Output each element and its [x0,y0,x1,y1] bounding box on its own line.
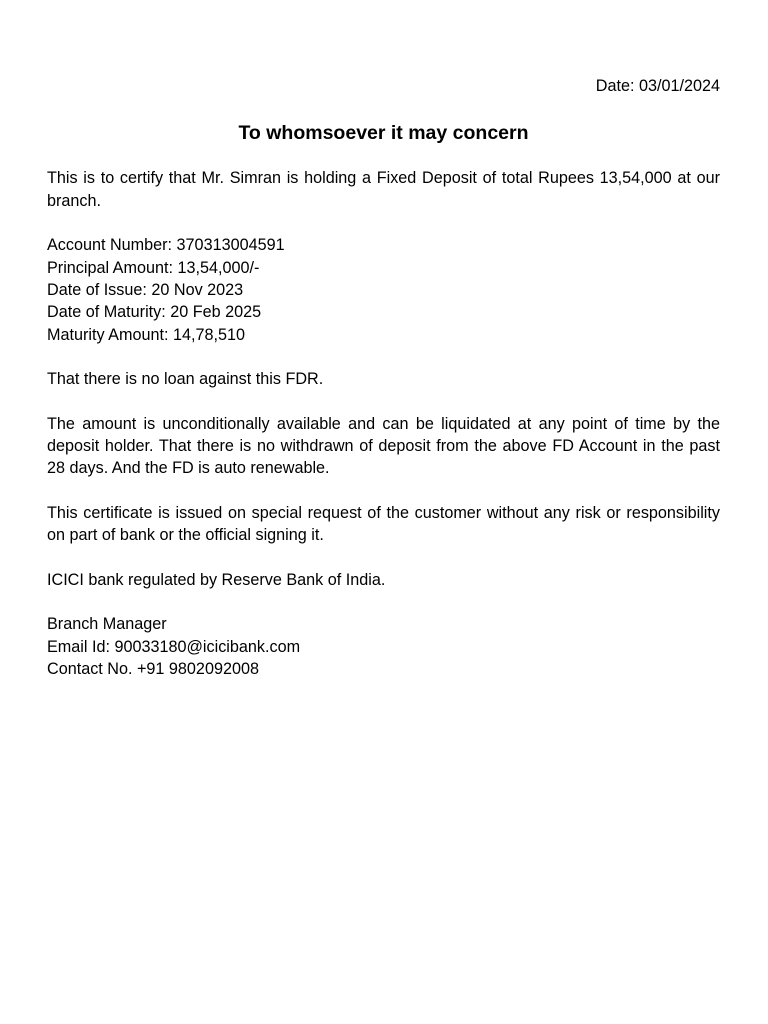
maturity-amount: Maturity Amount: 14,78,510 [47,325,245,344]
letter-body [47,75,720,680]
deposit-details [47,234,720,346]
letter-title: To whomsoever it may concern [238,122,529,145]
disclaimer-statement: This certificate is issued on special request of the customer without any risk or responsibility on part of bank or the official signing it. [47,503,720,545]
signatory-role: Branch Manager [47,615,167,634]
certification-statement: This is to certify that Mr. Simran is holding a Fixed Deposit of total Rupees 13,54,000 at our branch. [47,169,720,210]
availability-statement: The amount is unconditionally available and can be liquidated at any point of time by the deposit holder. That there is no withdrawn of deposit from the above FD Account in the past 28 days. And the FD is auto renewable. [47,414,720,478]
letter-date: Date: 03/01/2024 [595,77,720,95]
signature-block [47,613,720,680]
principal-amount: Principal Amount: 13,54,000/- [47,258,260,277]
date-of-maturity: Date of Maturity: 20 Feb 2025 [47,303,262,322]
signatory-email: Email Id: 90033180@icicibank.com [47,637,301,656]
date-of-issue: Date of Issue: 20 Nov 2023 [47,281,244,300]
no-loan-statement: That there is no loan against this FDR. [47,370,324,389]
signatory-contact: Contact No. +91 9802092008 [47,659,259,678]
account-number: Account Number: 370313004591 [47,236,285,255]
regulation-statement: ICICI bank regulated by Reserve Bank of India. [47,570,386,589]
